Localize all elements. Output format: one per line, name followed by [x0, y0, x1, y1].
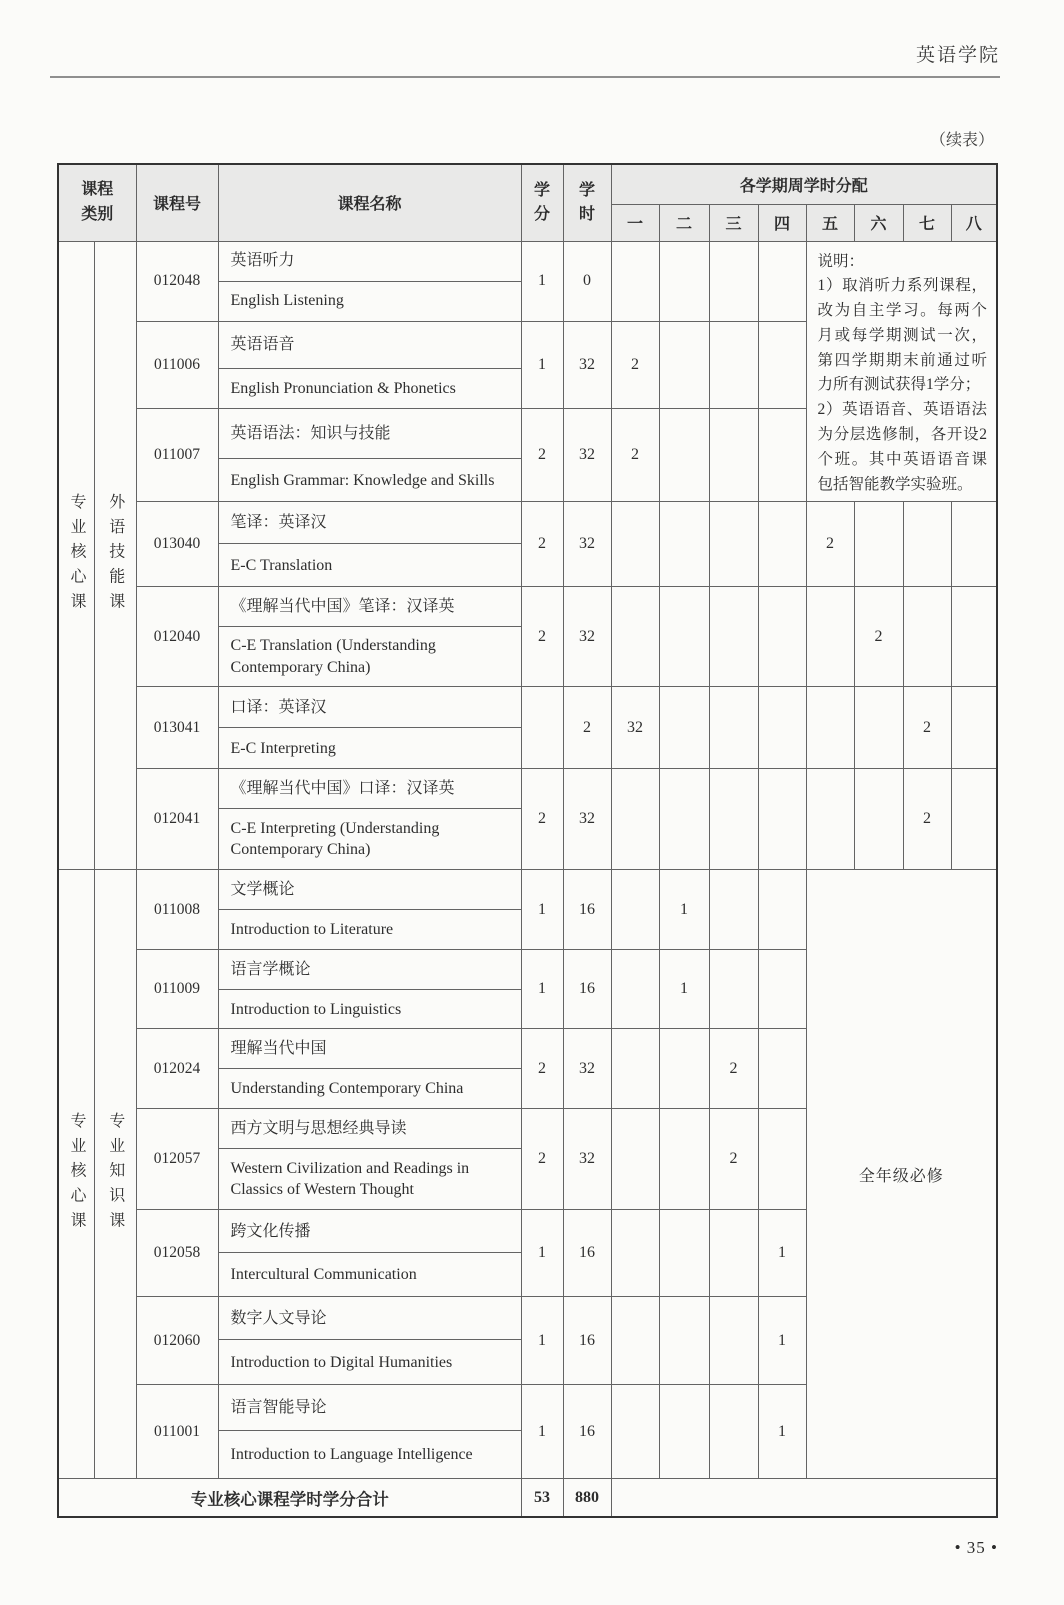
- semester-cell: [758, 1029, 806, 1109]
- semester-cell: [659, 687, 709, 769]
- institution-header: 英语学院: [915, 45, 1000, 66]
- course-name-zh: 跨文化传播: [218, 1210, 521, 1253]
- course-name-en: Intercultural Communication: [218, 1253, 521, 1297]
- course-name-zh: 英语听力: [218, 241, 521, 281]
- hours-cell: 16: [563, 1210, 611, 1297]
- semester-cell: 2: [903, 687, 951, 769]
- credits-cell: 2: [521, 502, 563, 587]
- credits-cell: 1: [521, 1210, 563, 1297]
- course-no: 011006: [136, 321, 218, 409]
- header-sem-2: 二: [659, 204, 709, 241]
- course-no: 011001: [136, 1385, 218, 1479]
- course-name-zh: 英语语音: [218, 321, 521, 369]
- hours-cell: 32: [563, 1029, 611, 1109]
- semester-cell: [611, 950, 659, 1029]
- course-name-en: English Grammar: Knowledge and Skills: [218, 459, 521, 502]
- semester-cell: [709, 1297, 758, 1385]
- continued-label: （续表）: [929, 132, 994, 149]
- credits-cell: 1: [521, 1297, 563, 1385]
- header-sem-3: 三: [709, 204, 758, 241]
- course-no: 012057: [136, 1109, 218, 1210]
- credits-cell: 2: [521, 409, 563, 502]
- credits-cell: 1: [521, 1385, 563, 1479]
- semester-cell: [709, 870, 758, 950]
- hours-cell: 16: [563, 1385, 611, 1479]
- header-hours: 学时: [563, 164, 611, 241]
- course-no: 013040: [136, 502, 218, 587]
- credits-cell: 1: [521, 241, 563, 321]
- semester-cell: [709, 321, 758, 409]
- header-sem-7: 七: [903, 204, 951, 241]
- semester-cell: [659, 1109, 709, 1210]
- semester-cell: [659, 409, 709, 502]
- course-name-zh: 《理解当代中国》笔译：汉译英: [218, 587, 521, 627]
- course-name-en: E-C Interpreting: [218, 728, 521, 769]
- semester-cell: 2: [611, 321, 659, 409]
- course-name-en: Introduction to Literature: [218, 910, 521, 950]
- semester-cell: [709, 950, 758, 1029]
- semester-cell: [611, 1109, 659, 1210]
- header-semester-group: 各学期周学时分配: [611, 164, 997, 204]
- semester-cell: 1: [659, 950, 709, 1029]
- semester-cell: [758, 769, 806, 870]
- notes-item: 2）英语语音、英语语法为分层选修制，各开设2个班。其中英语语音课包括智能教学实验班。: [817, 401, 988, 493]
- course-name-zh: 数字人文导论: [218, 1297, 521, 1340]
- semester-cell: [659, 1029, 709, 1109]
- course-name-en: Introduction to Language Intelligence: [218, 1431, 521, 1479]
- course-no: 012041: [136, 769, 218, 870]
- category-sub-cell: 外语技能课: [94, 241, 136, 870]
- course-name-zh: 口译：英译汉: [218, 687, 521, 728]
- semester-cell: 2: [806, 502, 854, 587]
- semester-cell: [758, 409, 806, 502]
- semester-cell: [758, 241, 806, 321]
- all-grades-note-cell: 全年级必修: [806, 870, 997, 1479]
- header-sem-5: 五: [806, 204, 854, 241]
- course-name-en: Understanding Contemporary China: [218, 1069, 521, 1109]
- semester-cell: 2: [611, 409, 659, 502]
- semester-cell: [709, 587, 758, 687]
- category-sub-cell: 专业知识课: [94, 870, 136, 1479]
- course-name-en: Introduction to Digital Humanities: [218, 1340, 521, 1385]
- course-name-zh: 《理解当代中国》口译：汉译英: [218, 769, 521, 809]
- credits-cell: [521, 687, 563, 769]
- semester-cell: [806, 587, 854, 687]
- semester-cell: [659, 769, 709, 870]
- credits-cell: 1: [521, 321, 563, 409]
- course-name-zh: 理解当代中国: [218, 1029, 521, 1069]
- semester-cell: [659, 502, 709, 587]
- hours-cell: 32: [563, 1109, 611, 1210]
- course-no: 011009: [136, 950, 218, 1029]
- semester-cell: 1: [659, 870, 709, 950]
- semester-cell: [659, 587, 709, 687]
- header-course-no: 课程号: [136, 164, 218, 241]
- credits-cell: 1: [521, 870, 563, 950]
- semester-cell: [854, 502, 903, 587]
- semester-cell: [854, 769, 903, 870]
- credits-cell: 2: [521, 769, 563, 870]
- hours-cell: 16: [563, 950, 611, 1029]
- course-no: 012040: [136, 587, 218, 687]
- semester-cell: [611, 241, 659, 321]
- semester-cell: [903, 502, 951, 587]
- semester-cell: [611, 769, 659, 870]
- course-name-en: Western Civilization and Readings in Classics of Western Thought: [218, 1149, 521, 1210]
- semester-cell: [659, 321, 709, 409]
- credits-cell: 2: [521, 1029, 563, 1109]
- header-rule: [50, 76, 1000, 78]
- hours-cell: 16: [563, 870, 611, 950]
- hours-cell: 32: [563, 321, 611, 409]
- semester-cell: 2: [903, 769, 951, 870]
- header-credits: 学分: [521, 164, 563, 241]
- header-sem-6: 六: [854, 204, 903, 241]
- credits-cell: 2: [521, 1109, 563, 1210]
- credits-cell: 1: [521, 950, 563, 1029]
- hours-cell: 2: [563, 687, 611, 769]
- course-no: 011007: [136, 409, 218, 502]
- total-empty-cell: [611, 1479, 997, 1517]
- semester-cell: [611, 502, 659, 587]
- course-name-zh: 语言智能导论: [218, 1385, 521, 1431]
- course-name-zh: 语言学概论: [218, 950, 521, 990]
- semester-cell: [758, 870, 806, 950]
- notes-item: 1）取消听力系列课程，改为自主学习。每两个月或每学期测试一次，第四学期期末前通过听力所有测试获得1学分；: [817, 277, 988, 394]
- course-name-en: E-C Translation: [218, 544, 521, 587]
- header-sem-4: 四: [758, 204, 806, 241]
- course-name-zh: 笔译：英译汉: [218, 502, 521, 544]
- semester-cell: [951, 687, 997, 769]
- total-row: [58, 1479, 997, 1517]
- semester-cell: [611, 1297, 659, 1385]
- semester-cell: [611, 587, 659, 687]
- category-main-cell: 专业核心课: [58, 241, 94, 870]
- course-no: 011008: [136, 870, 218, 950]
- course-name-en: C-E Translation (Understanding Contemporary China): [218, 627, 521, 687]
- header-category: 课程类别: [58, 164, 136, 241]
- course-no: 012058: [136, 1210, 218, 1297]
- course-no: 012024: [136, 1029, 218, 1109]
- semester-cell: [758, 687, 806, 769]
- semester-cell: [758, 950, 806, 1029]
- page-number: • 35 •: [954, 1538, 998, 1557]
- semester-cell: [709, 1210, 758, 1297]
- semester-cell: 32: [611, 687, 659, 769]
- semester-cell: [709, 241, 758, 321]
- hours-cell: 32: [563, 409, 611, 502]
- total-label: 专业核心课程学时学分合计: [58, 1479, 521, 1517]
- hours-cell: 0: [563, 241, 611, 321]
- semester-cell: [758, 321, 806, 409]
- semester-cell: [709, 1385, 758, 1479]
- header-sem-8: 八: [951, 204, 997, 241]
- semester-cell: [758, 502, 806, 587]
- notes-cell: [806, 241, 997, 502]
- credits-cell: 2: [521, 587, 563, 687]
- course-name-zh: 西方文明与思想经典导读: [218, 1109, 521, 1149]
- header-course-name: 课程名称: [218, 164, 521, 241]
- course-no: 012060: [136, 1297, 218, 1385]
- semester-cell: 1: [758, 1210, 806, 1297]
- header-sem-1: 一: [611, 204, 659, 241]
- semester-cell: [709, 687, 758, 769]
- semester-cell: 2: [709, 1109, 758, 1210]
- semester-cell: 2: [709, 1029, 758, 1109]
- semester-cell: [659, 241, 709, 321]
- course-no: 012048: [136, 241, 218, 321]
- semester-cell: [709, 502, 758, 587]
- semester-cell: [659, 1385, 709, 1479]
- semester-cell: [709, 769, 758, 870]
- course-name-en: English Listening: [218, 281, 521, 321]
- hours-cell: 16: [563, 1297, 611, 1385]
- course-name-zh: 文学概论: [218, 870, 521, 910]
- course-no: 013041: [136, 687, 218, 769]
- course-name-zh: 英语语法：知识与技能: [218, 409, 521, 459]
- hours-cell: 32: [563, 769, 611, 870]
- semester-cell: [758, 1109, 806, 1210]
- category-main-cell: 专业核心课: [58, 870, 94, 1479]
- course-name-en: Introduction to Linguistics: [218, 990, 521, 1029]
- semester-cell: [709, 409, 758, 502]
- total-hours: 880: [563, 1479, 611, 1517]
- total-credits: 53: [521, 1479, 563, 1517]
- semester-cell: [806, 769, 854, 870]
- course-name-en: English Pronunciation & Phonetics: [218, 369, 521, 409]
- semester-cell: [758, 587, 806, 687]
- semester-cell: [951, 769, 997, 870]
- semester-cell: 1: [758, 1385, 806, 1479]
- semester-cell: [903, 587, 951, 687]
- hours-cell: 32: [563, 587, 611, 687]
- semester-cell: [659, 1210, 709, 1297]
- curriculum-table: [57, 163, 998, 1518]
- semester-cell: [611, 870, 659, 950]
- semester-cell: [611, 1029, 659, 1109]
- semester-cell: [951, 587, 997, 687]
- hours-cell: 32: [563, 502, 611, 587]
- semester-cell: [659, 1297, 709, 1385]
- semester-cell: [611, 1210, 659, 1297]
- semester-cell: [806, 687, 854, 769]
- semester-cell: [854, 687, 903, 769]
- course-name-en: C-E Interpreting (Understanding Contemporary China): [218, 809, 521, 870]
- notes-title: 说明：: [817, 252, 865, 270]
- semester-cell: [951, 502, 997, 587]
- semester-cell: 2: [854, 587, 903, 687]
- semester-cell: [611, 1385, 659, 1479]
- semester-cell: 1: [758, 1297, 806, 1385]
